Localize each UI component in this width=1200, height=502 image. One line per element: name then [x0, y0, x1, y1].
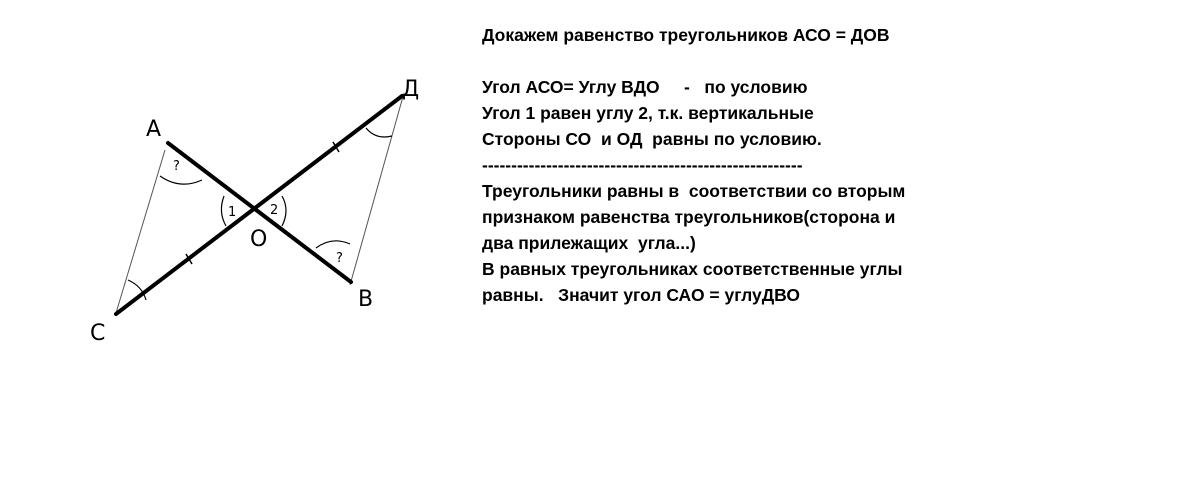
proof-line: Угол 1 равен углу 2, т.к. вертикальные: [482, 103, 814, 123]
segment-DB: [350, 93, 404, 285]
proof-text: [482, 22, 1182, 308]
proof-line: Треугольники равны в соответствии со вторым: [482, 181, 906, 201]
label-point-B: B: [358, 287, 374, 312]
label-point-O: O: [250, 227, 268, 252]
proof-line: признаком равенства треугольников(сторона и: [482, 207, 896, 227]
label-point-D: Д: [402, 77, 420, 102]
separator-line: -------------------------------------------------------: [482, 155, 803, 175]
proof-line: равны. Значит угол САО = углуДВО: [482, 285, 800, 305]
label-point-C: C: [90, 321, 106, 346]
angle-arc-A: [160, 176, 202, 184]
label-angle-1: 1: [228, 205, 237, 220]
angle-arc-1: [221, 196, 226, 226]
label-angle-A-question: ?: [173, 159, 180, 174]
angle-arc-B: [316, 241, 350, 248]
proof-line: Стороны СО и ОД равны по условию.: [482, 129, 822, 149]
proof-line: В равных треугольниках соответственные углы: [482, 259, 903, 279]
blank-line: [482, 48, 1182, 74]
proof-line: Угол АСО= Углу ВДО - по условию: [482, 77, 808, 97]
label-point-A: A: [146, 117, 162, 142]
proof-title: Докажем равенство треугольников АСО = ДОВ: [482, 25, 890, 45]
angle-arc-2: [282, 196, 286, 226]
angle-arc-D: [366, 128, 392, 137]
triangle-diagram: [0, 0, 480, 502]
label-angle-B-question: ?: [336, 251, 343, 266]
label-angle-2: 2: [270, 203, 279, 218]
segment-AB: [168, 143, 351, 282]
proof-line: два прилежащих угла...): [482, 233, 696, 253]
